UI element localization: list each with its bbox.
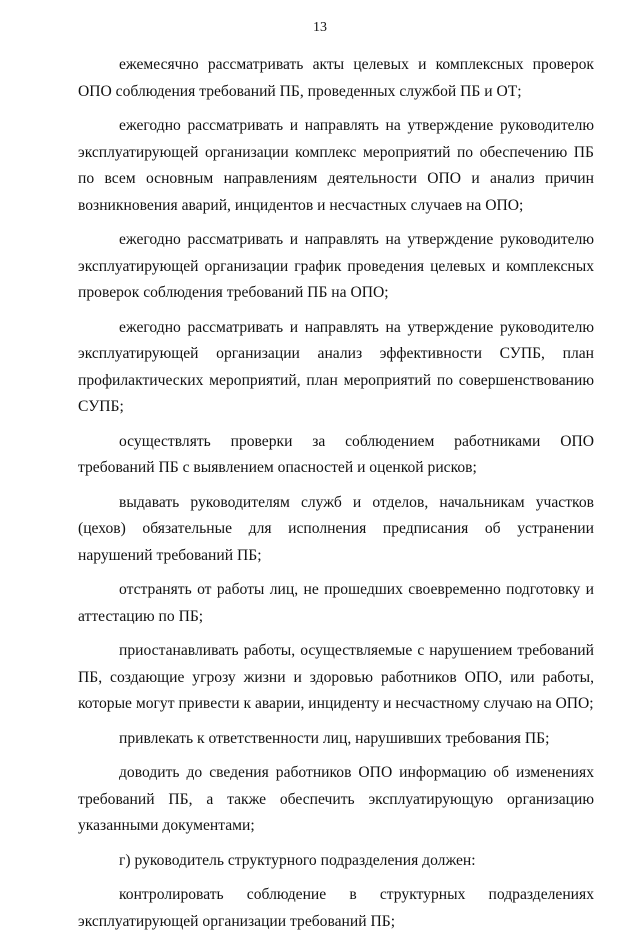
page-number: 13 bbox=[313, 20, 327, 35]
paragraph: отстранять от работы лиц, не прошедших своевременно подготовку и аттестацию по ПБ; bbox=[78, 581, 594, 625]
paragraph: ежемесячно рассматривать акты целевых и комплексных проверок ОПО соблюдения требований ПБ, проведенных службой ПБ и ОТ; bbox=[78, 56, 594, 100]
paragraph: доводить до сведения работников ОПО информацию об изменениях требований ПБ, а также обеспечить эксплуатирующую организацию указанными документами; bbox=[78, 764, 594, 834]
paragraph: ежегодно рассматривать и направлять на утверждение руководителю эксплуатирующей организации график проведения целевых и комплексных проверок соблюдения требований ПБ на ОПО; bbox=[78, 231, 594, 301]
paragraph: контролировать соблюдение в структурных подразделениях эксплуатирующей организации требований ПБ; bbox=[78, 886, 594, 930]
paragraph: привлекать к ответственности лиц, нарушивших требования ПБ; bbox=[119, 729, 550, 747]
paragraph: ежегодно рассматривать и направлять на утверждение руководителю эксплуатирующей организации комплекс мероприятий по обеспечению ПБ по всем основным направлениям деятельности ОПО и анализ причин возникновения аварий, инцидентов и несчастных случаев на ОПО; bbox=[78, 117, 594, 214]
page-body bbox=[78, 52, 594, 943]
paragraph: ежегодно рассматривать и направлять на утверждение руководителю эксплуатирующей организации анализ эффективности СУПБ, план профилактических мероприятий, план мероприятий по совершенствованию СУПБ; bbox=[78, 318, 594, 415]
paragraph: выдавать руководителям служб и отделов, начальникам участков (цехов) обязательные для исполнения предписания об устранении нарушений требований ПБ; bbox=[78, 493, 594, 564]
subsection-heading: г) руководитель структурного подразделения должен: bbox=[119, 851, 476, 869]
paragraph: осуществлять проверки за соблюдением работниками ОПО требований ПБ с выявлением опасностей и оценкой рисков; bbox=[78, 432, 594, 476]
paragraph: приостанавливать работы, осуществляемые с нарушением требований ПБ, создающие угрозу жизни и здоровью работников ОПО, или работы, которые могут привести к аварии, инциденту и несчастному случаю на ОПО; bbox=[78, 642, 594, 712]
